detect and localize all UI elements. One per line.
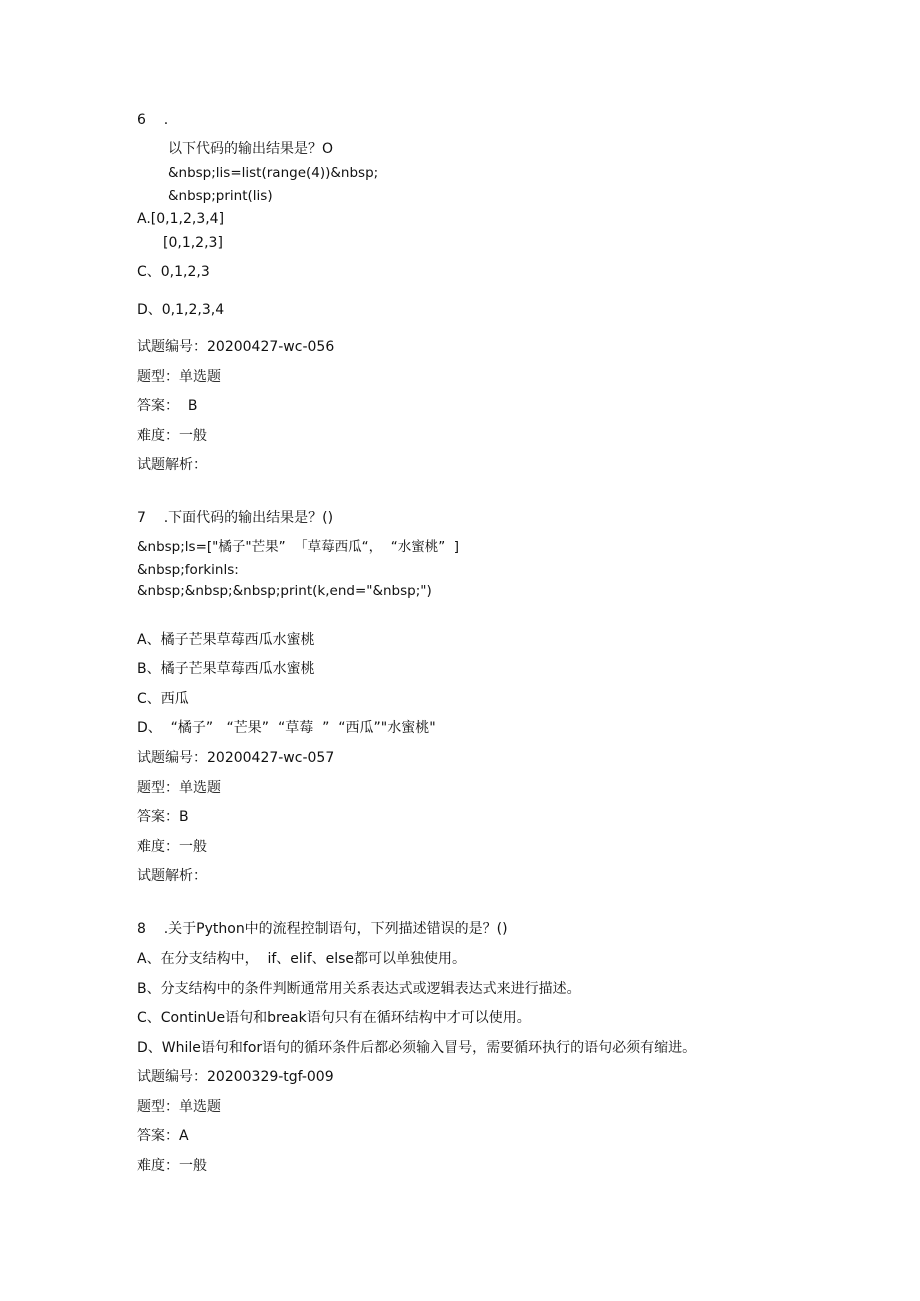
question-8-difficulty: 难度：一般: [137, 1158, 207, 1174]
question-7-stem: 7 .下面代码的输出结果是？(): [137, 510, 334, 526]
question-6-difficulty: 难度：一般: [137, 428, 207, 444]
question-6-answer: 答案： B: [137, 398, 198, 414]
question-7-option-d: D、 “橘子” “芒果” “草莓 ” “西瓜”"水蜜桃": [137, 720, 436, 736]
question-8-answer: 答案：A: [137, 1128, 189, 1144]
question-6-type: 题型：单选题: [137, 369, 221, 385]
question-7-answer: 答案：B: [137, 809, 189, 825]
question-6-code-line-2: &nbsp;print(lis): [168, 188, 273, 204]
question-7-id: 试题编号：20200427-wc-057: [137, 750, 335, 766]
question-8-id: 试题编号：20200329-tgf-009: [137, 1069, 334, 1085]
question-6-stem: 以下代码的输出结果是？O: [168, 141, 334, 157]
question-8-option-b: B、分支结构中的条件判断通常用关系表达式或逻辑表达式来进行描述。: [137, 981, 581, 997]
question-8-type: 题型：单选题: [137, 1099, 221, 1115]
question-6-option-a: A.[0,1,2,3,4]: [137, 211, 225, 227]
question-7-option-a: A、橘子芒果草莓西瓜水蜜桃: [137, 632, 315, 648]
question-8-option-c: C、ContinUe语句和break语句只有在循环结构中才可以使用。: [137, 1010, 531, 1026]
question-7-code-line-1: &nbsp;ls=["橘子"芒果” 「草莓西瓜“， “水蜜桃” ]: [137, 539, 460, 555]
question-6-analysis: 试题解析：: [137, 457, 207, 473]
question-6-id: 试题编号：20200427-wc-056: [137, 339, 335, 355]
question-6-code-line-1: &nbsp;lis=list(range(4))&nbsp;: [168, 165, 379, 181]
question-7-option-c: C、西瓜: [137, 691, 189, 707]
question-7-type: 题型：单选题: [137, 780, 221, 796]
question-8-stem: 8 .关于Python中的流程控制语句，下列描述错误的是？(): [137, 921, 508, 937]
question-8-option-a: A、在分支结构中， if、elif、else都可以单独使用。: [137, 951, 467, 967]
question-6-option-b: [0,1,2,3]: [163, 235, 223, 251]
question-7-difficulty: 难度：一般: [137, 839, 207, 855]
question-7-analysis: 试题解析：: [137, 868, 207, 884]
question-8-option-d: D、While语句和for语句的循环条件后都必须输入冒号，需要循环执行的语句必须有缩进。: [137, 1040, 697, 1056]
question-6-option-d: D、0,1,2,3,4: [137, 302, 225, 318]
question-7-code-line-2: &nbsp;forkinls:: [137, 562, 239, 578]
question-6-number: 6 .: [137, 112, 169, 128]
question-7-code-line-3: &nbsp;&nbsp;&nbsp;print(k,end="&nbsp;"): [137, 583, 432, 599]
question-6-option-c: C、0,1,2,3: [137, 264, 210, 280]
question-7-option-b: B、橘子芒果草莓西瓜水蜜桃: [137, 661, 315, 677]
